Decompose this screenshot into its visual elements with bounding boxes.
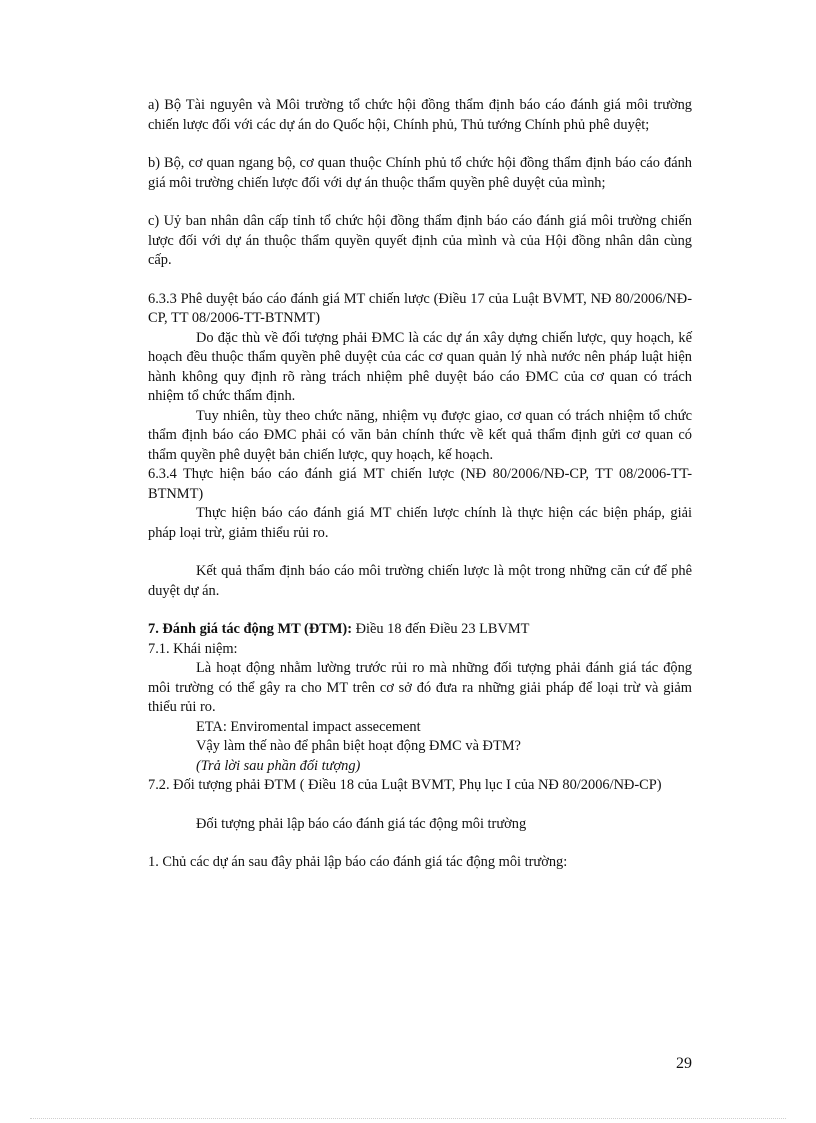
paragraph-7-1-eta: ETA: Enviromental impact assecement [196, 718, 421, 735]
paragraph-6-3-3-2: Tuy nhiên, tùy theo chức năng, nhiệm vụ được giao, cơ quan có trách nhiệm tổ chức thẩm định báo cáo ĐMC phải có văn bản chính thức về kết quả thẩm định gửi cơ quan có thẩm quyền phê duyệt bản chiến lược, quy hoạch, kế hoạch. [148, 407, 692, 463]
heading-7-2: 7.2. Đối tượng phải ĐTM ( Điều 18 của Luật BVMT, Phụ lục I của NĐ 80/2006/NĐ-CP) [148, 777, 662, 793]
heading-6-3-3: 6.3.3 Phê duyệt báo cáo đánh giá MT chiến lược (Điều 17 của Luật BVMT, NĐ 80/2006/NĐ-CP, TT 08/2006-TT-BTNMT) [148, 290, 692, 326]
paragraph-7-1-note: (Trả lời sau phần đối tượng) [196, 757, 361, 774]
page-bottom-border [30, 1118, 786, 1119]
heading-7-bold: 7. Đánh giá tác động MT (ĐTM): [148, 621, 353, 637]
paragraph-6-3-4-1: Thực hiện báo cáo đánh giá MT chiến lược chính là thực hiện các biện pháp, giải pháp loại trừ, giảm thiểu rủi ro. [148, 505, 692, 541]
paragraph-7-1-question: Vậy làm thế nào để phân biệt hoạt động ĐMC và ĐTM? [196, 738, 521, 754]
heading-7-rest: Điều 18 đến Điều 23 LBVMT [352, 621, 530, 637]
paragraph-a: a) Bộ Tài nguyên và Môi trường tổ chức hội đồng thẩm định báo cáo đánh giá môi trường chiến lược đối với các dự án do Quốc hội, Chính phủ, Thủ tướng Chính phủ phê duyệt; [148, 97, 692, 133]
paragraph-7-1-1: Là hoạt động nhằm lường trước rủi ro mà những đối tượng phải đánh giá tác động môi trường có thể gây ra cho MT trên cơ sở đó đưa ra những giải pháp để loại trừ và giảm thiểu rủi ro. [148, 660, 692, 715]
paragraph-6-3-4-2: Kết quả thẩm định báo cáo môi trường chiến lược là một trong những căn cứ để phê duyệt dự án. [148, 563, 692, 599]
paragraph-7-2-1: 1. Chủ các dự án sau đây phải lập báo cáo đánh giá tác động môi trường: [148, 854, 568, 870]
document-page [148, 96, 692, 873]
paragraph-6-3-3-1: Do đặc thù về đối tượng phải ĐMC là các dự án xây dựng chiến lược, quy hoạch, kế hoạch đều thuộc thẩm quyền phê duyệt của các cơ quan quản lý nhà nước nên pháp luật hiện hành không quy định rõ ràng trách nhiệm phê duyệt báo cáo ĐMC của cơ quan có trách nhiệm tổ chức thẩm định. [148, 329, 692, 404]
paragraph-7-2-title: Đối tượng phải lập báo cáo đánh giá tác động môi trường [196, 815, 527, 832]
heading-7 [148, 620, 692, 640]
heading-7-1: 7.1. Khái niệm: [148, 640, 238, 657]
paragraph-b: b) Bộ, cơ quan ngang bộ, cơ quan thuộc Chính phủ tổ chức hội đồng thẩm định báo cáo đánh giá môi trường chiến lược đối với dự án thuộc thẩm quyền phê duyệt của mình; [148, 155, 692, 191]
page-number: 29 [676, 1055, 692, 1072]
heading-6-3-4: 6.3.4 Thực hiện báo cáo đánh giá MT chiến lược (NĐ 80/2006/NĐ-CP, TT 08/2006-TT-BTNMT) [148, 466, 692, 502]
paragraph-c: c) Uỷ ban nhân dân cấp tỉnh tổ chức hội đồng thẩm định báo cáo đánh giá môi trường chiến lược đối với dự án thuộc thẩm quyền quyết định của mình và của Hội đồng nhân dân cùng cấp. [148, 213, 692, 268]
